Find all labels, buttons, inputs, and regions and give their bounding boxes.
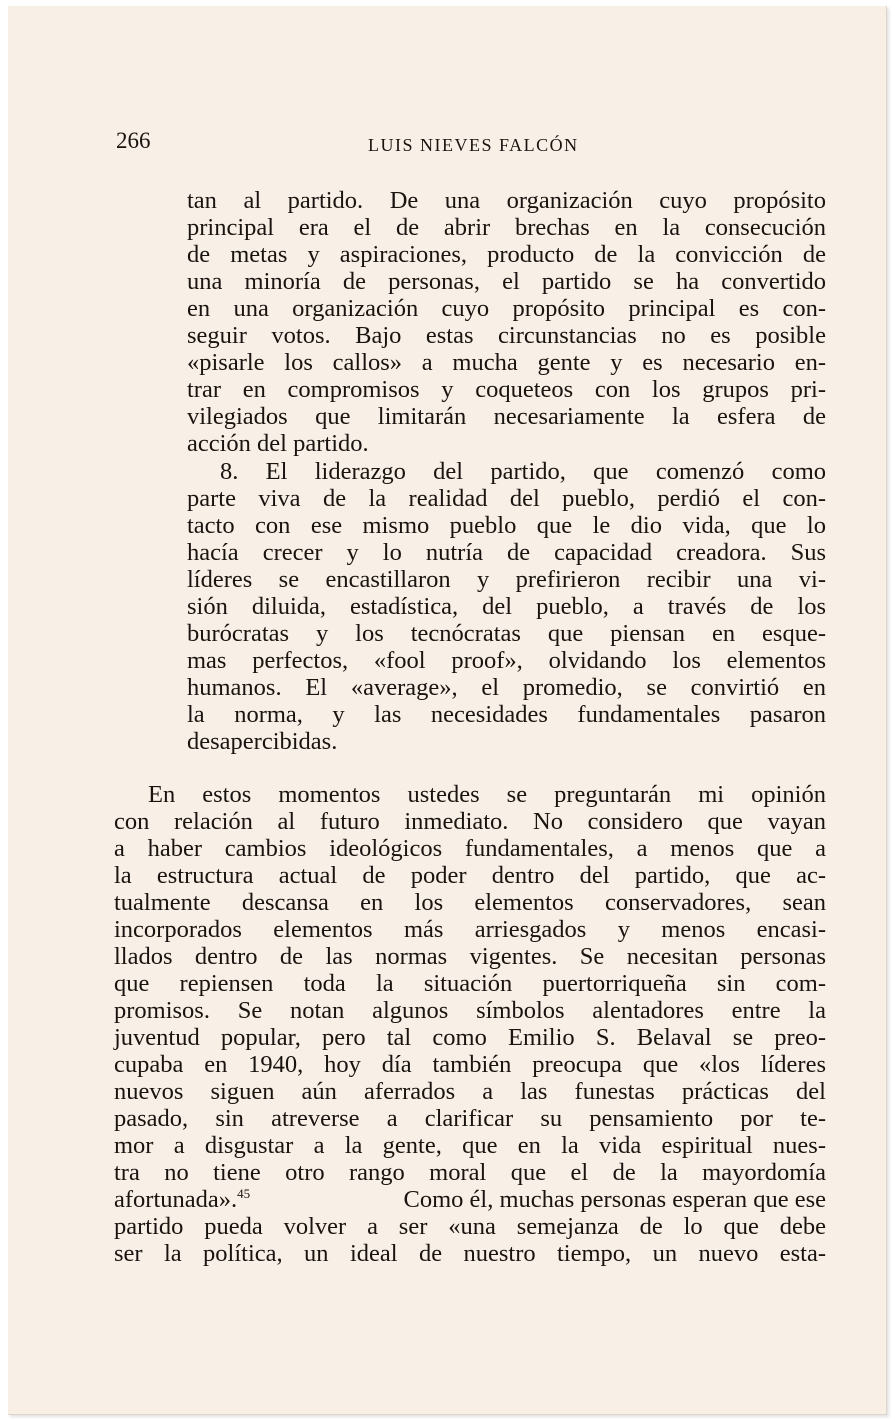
quote-line: parte viva de la realidad del pueblo, perdió el con- bbox=[187, 485, 826, 512]
body-line: nuevos siguen aún aferrados a las funestas prácticas del bbox=[114, 1078, 826, 1105]
body-line: que repiensen toda la situación puertorriqueña sin com- bbox=[114, 970, 826, 997]
footnote-reference: 45 bbox=[237, 1185, 251, 1201]
quote-line: acción del partido. bbox=[187, 430, 369, 457]
body-line: con relación al futuro inmediato. No considero que vayan bbox=[114, 808, 826, 835]
body-line: ser la política, un ideal de nuestro tiempo, un nuevo esta- bbox=[114, 1240, 826, 1267]
quote-line: sión diluida, estadística, del pueblo, a través de los bbox=[187, 593, 826, 620]
body-line-with-footnote bbox=[114, 1186, 826, 1213]
body-line: juventud popular, pero tal como Emilio S. Belaval se preo- bbox=[114, 1024, 826, 1051]
quote-line: seguir votos. Bajo estas circunstancias no es posible bbox=[187, 322, 826, 349]
body-line: mor a disgustar a la gente, que en la vida espiritual nues- bbox=[114, 1132, 826, 1159]
body-line: tualmente descansa en los elementos conservadores, sean bbox=[114, 889, 826, 916]
quote-line: tacto con ese mismo pueblo que le dio vida, que lo bbox=[187, 512, 826, 539]
quote-line: principal era el de abrir brechas en la consecución bbox=[187, 214, 826, 241]
quote-line: líderes se encastillaron y prefirieron recibir una vi- bbox=[187, 566, 826, 593]
quote-line: la norma, y las necesidades fundamentales pasaron bbox=[187, 701, 826, 728]
quote-line: humanos. El «average», el promedio, se convirtió en bbox=[187, 674, 826, 701]
quote-line: vilegiados que limitarán necesariamente la esfera de bbox=[187, 403, 826, 430]
body-line-start: afortunada». bbox=[114, 1186, 238, 1213]
quote-line: hacía crecer y lo nutría de capacidad creadora. Sus bbox=[187, 539, 826, 566]
quote-line: «pisarle los callos» a mucha gente y es necesario en- bbox=[187, 349, 826, 376]
body-line: a haber cambios ideológicos fundamentales, a menos que a bbox=[114, 835, 826, 862]
body-line: pasado, sin atreverse a clarificar su pensamiento por te- bbox=[114, 1105, 826, 1132]
quote-line: desapercibidas. bbox=[187, 728, 338, 755]
quote-line: una minoría de personas, el partido se ha convertido bbox=[187, 268, 826, 295]
body-line: la estructura actual de poder dentro del partido, que ac- bbox=[114, 862, 826, 889]
book-page bbox=[8, 6, 887, 1415]
running-head: LUIS NIEVES FALCÓN bbox=[368, 135, 579, 155]
body-line: tra no tiene otro rango moral que el de la mayordomía bbox=[114, 1159, 826, 1186]
body-line: cupaba en 1940, hoy día también preocupa que «los líderes bbox=[114, 1051, 826, 1078]
quote-line: mas perfectos, «fool proof», olvidando los elementos bbox=[187, 647, 826, 674]
body-line: promisos. Se notan algunos símbolos alentadores entre la bbox=[114, 997, 826, 1024]
quote-line: de metas y aspiraciones, producto de la convicción de bbox=[187, 241, 826, 268]
quote-line: 8. El liderazgo del partido, que comenzó como bbox=[220, 458, 826, 485]
body-line: partido pueda volver a ser «una semejanza de lo que debe bbox=[114, 1213, 826, 1240]
quote-line: en una organización cuyo propósito principal es con- bbox=[187, 295, 826, 322]
body-line: llados dentro de las normas vigentes. Se necesitan personas bbox=[114, 943, 826, 970]
quote-line: trar en compromisos y coqueteos con los grupos pri- bbox=[187, 376, 826, 403]
body-line: En estos momentos ustedes se preguntarán mi opinión bbox=[148, 781, 826, 808]
quote-line: tan al partido. De una organización cuyo propósito bbox=[187, 187, 826, 214]
quote-line: burócratas y los tecnócratas que piensan en esque- bbox=[187, 620, 826, 647]
body-line-end: Como él, muchas personas esperan que ese bbox=[403, 1186, 826, 1213]
body-line: incorporados elementos más arriesgados y menos encasi- bbox=[114, 916, 826, 943]
page-number: 266 bbox=[116, 128, 151, 153]
